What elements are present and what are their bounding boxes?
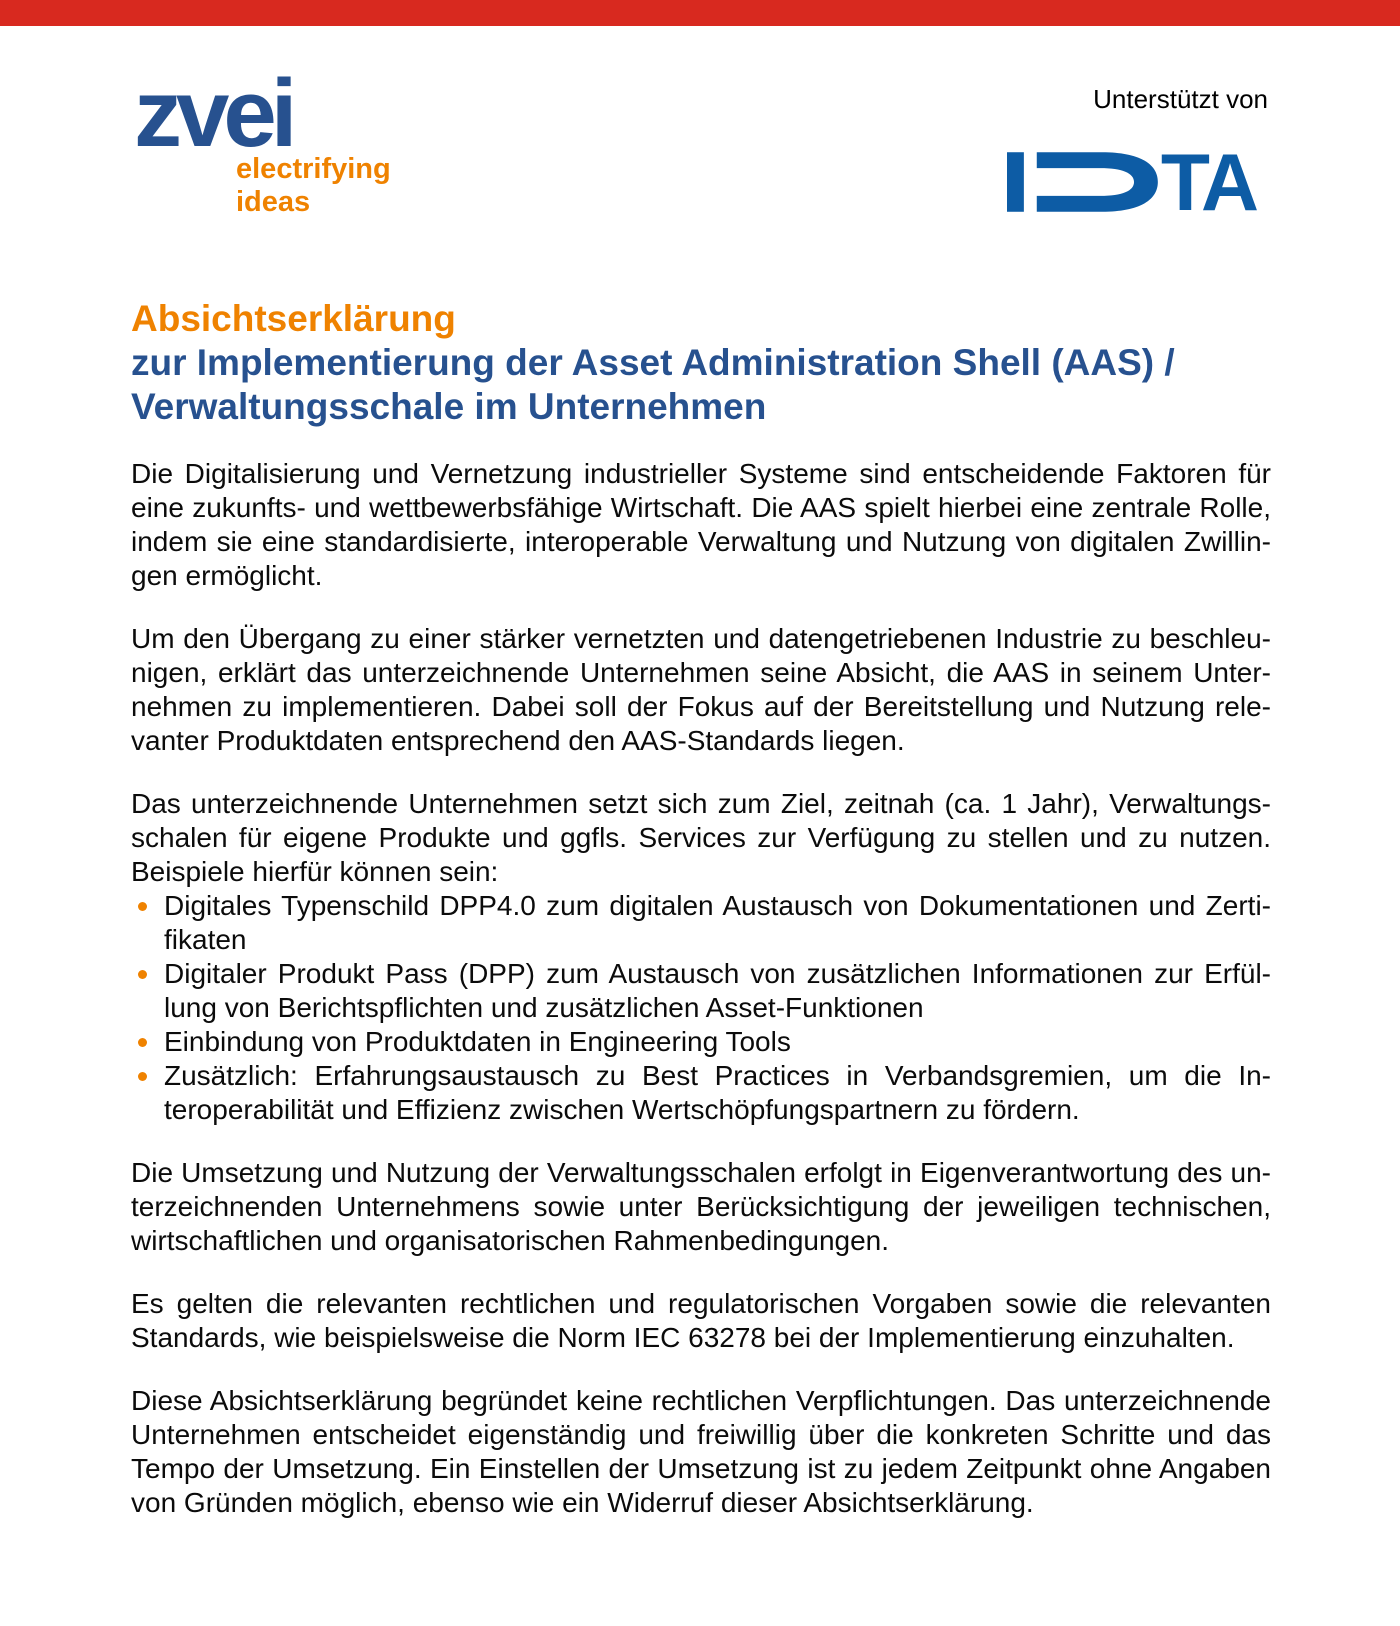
paragraph-2: Um den Übergang zu einer stärker vernetzten und datengetriebenen Industrie zu beschleunigen, erklärt das unterzeichnende Unternehmen seine Absicht, die AAS in seinem Unternehmen zu implementieren. Dabei soll der Fokus auf der Bereitstellung und Nutzung relevanter Produktdaten entsprechend den AAS-Standards liegen. [131,623,1271,756]
bullet-icon [138,1072,147,1081]
paragraph-1: Die Digitalisierung und Vernetzung industrieller Systeme sind entscheidende Faktoren für eine zukunfts- und wettbewerbsfähige Wirtschaft. Die AAS spielt hierbei eine zentrale Rolle, indem sie eine standardisierte, interoperable Verwaltung und Nutzung von digitalen Zwillingen ermöglicht. [131,458,1271,591]
idta-logo-graphic [1007,152,1267,212]
bullet-icon [138,902,147,911]
idta-letter-d [1037,152,1158,212]
title-line-3: Verwaltungsschale im Unternehmen [131,386,767,427]
paragraph-4: Die Umsetzung und Nutzung der Verwaltungsschalen erfolgt in Eigenverantwortung des unterzeichnenden Unternehmens sowie unter Berücksichtigung der jeweiligen technischen, wirtschaftlichen und organisatorischen Rahmenbedingungen. [131,1157,1271,1256]
title-line-1: Absichtserklärung [131,298,456,339]
list-item [131,957,1271,1025]
paragraph-5: Es gelten die relevanten rechtlichen und regulatorischen Vorgaben sowie die relevanten Standards, wie beispielsweise die Norm IEC 63278 bei der Implementierung einzuhalten. [131,1288,1271,1353]
body-text [131,457,1271,1520]
supported-by-label: Unterstützt von [1093,84,1268,114]
page-title [131,297,1271,429]
zvei-tagline [236,153,391,219]
idta-letter-i [1007,152,1024,212]
list-item-text: Zusätzlich: Erfahrungsaustausch zu Best Practices in Verbandsgremien, um die Interoperabilität und Effizienz zwischen Wertschöpfungspartnern zu fördern. [164,1060,1271,1125]
list-item [131,889,1271,957]
paragraph-6: Diese Absichtserklärung begründet keine rechtlichen Verpflichtungen. Das unterzeichnende Unternehmen entscheidet eigenständig und freiwillig über die konkreten Schritte und das Tempo der Umsetzung. Ein Einstellen der Umsetzung ist zu jedem Zeitpunkt ohne Angaben von Gründen möglich, ebenso wie ein Widerruf dieser Absichtserklärung. [131,1385,1271,1518]
list-item [131,1025,1271,1059]
zvei-tagline-line2: ideas [236,186,311,218]
zvei-logo [134,60,391,219]
title-line-2: zur Implementierung der Asset Administration Shell (AAS) / [131,342,1175,383]
bullet-list [131,889,1271,1127]
list-item-text: Digitales Typenschild DPP4.0 zum digitalen Austausch von Dokumentationen und Zertifikaten [164,890,1271,955]
zvei-wordmark: zvei [134,60,292,167]
idta-letters-ta: TA [1160,152,1257,212]
top-red-bar [0,0,1400,26]
list-item-text: Einbindung von Produktdaten in Engineering Tools [164,1026,791,1057]
list-item [131,1059,1271,1127]
list-item-text: Digitaler Produkt Pass (DPP) zum Austausch von zusätzlichen Informationen zur Erfüllung von Berichtspflichten und zusätzlichen Asset-Funktionen [164,958,1271,1023]
content-area [131,297,1271,1549]
bullet-icon [138,1038,147,1047]
idta-logo [1007,152,1267,212]
bullet-icon [138,970,147,979]
zvei-tagline-line1: electrifying [236,153,391,185]
paragraph-3: Das unterzeichnende Unternehmen setzt sich zum Ziel, zeitnah (ca. 1 Jahr), Verwaltungsschalen für eigene Produkte und ggfls. Services zur Verfügung zu stellen und zu nutzen. Beispiele hierfür können sein: [131,788,1271,887]
